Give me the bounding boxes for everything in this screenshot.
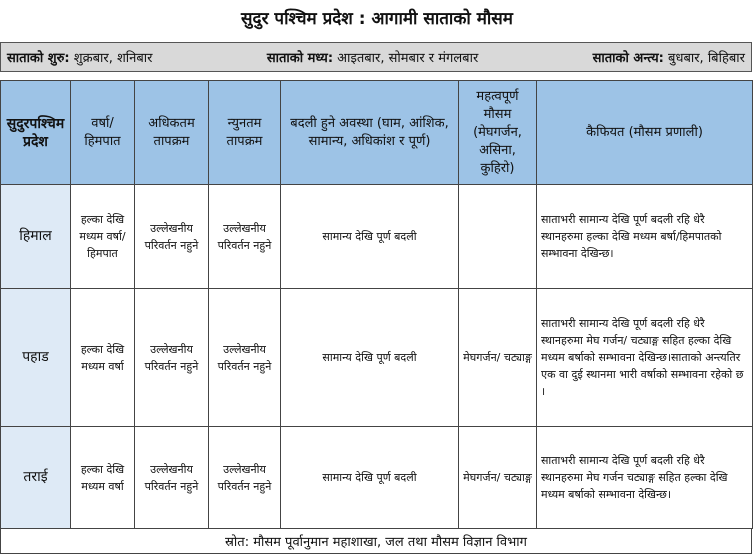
header-region: सुदुरपश्चिम प्रदेश <box>1 81 71 185</box>
week-end <box>593 48 745 66</box>
cell-max-temp: उल्लेखनीय परिवर्तन नहुने <box>135 289 209 427</box>
page-title: सुदुर पश्चिम प्रदेश : आगामी साताको मौसम <box>241 8 513 29</box>
source-note: स्रोत: मौसम पूर्वानुमान महाशाखा, जल तथा मौसम विज्ञान विभाग <box>0 528 752 554</box>
table-row <box>1 427 753 529</box>
table-row <box>1 185 753 289</box>
week-start-value: शुक्रबार, शनिबार <box>69 51 153 66</box>
header-sky: बदली हुने अवस्था (घाम, आंशिक, सामान्य, अधिकांश र पूर्ण) <box>281 81 459 185</box>
cell-min-temp: उल्लेखनीय परिवर्तन नहुने <box>209 289 281 427</box>
cell-remarks: साताभरी सामान्य देखि पूर्ण बदली रहि धेरै स्थानहरुमा मेघ गर्जन चट्याङ्ग सहित हल्का देखि मध्यम बर्षाको सम्भावना देखिन्छ। <box>537 427 753 529</box>
cell-min-temp: उल्लेखनीय परिवर्तन नहुने <box>209 427 281 529</box>
header-min-temp: न्युनतम तापक्रम <box>209 81 281 185</box>
cell-sky: सामान्य देखि पूर्ण बदली <box>281 289 459 427</box>
header-remarks: कैफियत (मौसम प्रणाली) <box>537 81 753 185</box>
week-end-label: साताको अन्त्य: <box>592 51 664 66</box>
week-mid-label: साताको मध्य: <box>266 51 334 66</box>
table-header-row <box>1 81 753 185</box>
week-end-value: बुधबार, बिहिबार <box>663 51 745 66</box>
cell-remarks: साताभरी सामान्य देखि पूर्ण बदली रहि धेरै स्थानहरुमा हल्का देखि मध्यम बर्षा/हिमपातको सम्भावना देखिन्छ। <box>537 185 753 289</box>
cell-sky: सामान्य देखि पूर्ण बदली <box>281 185 459 289</box>
header-precip: वर्षा/ हिमपात <box>71 81 135 185</box>
week-start <box>7 48 152 66</box>
cell-region: हिमाल <box>1 185 71 289</box>
cell-remarks: साताभरी सामान्य देखि पूर्ण बदली रहि धेरै स्थानहरुमा मेघ गर्जन/ चट्याङ्ग सहित हल्का देखि मध्यम बर्षाको सम्भावना देखिन्छ।साताको अन्त्यतिर एक वा दुई स्थानमा भारी वर्षाको सम्भावना रहेको छ । <box>537 289 753 427</box>
cell-precip: हल्का देखि मध्यम वर्षा/ हिमपात <box>71 185 135 289</box>
week-mid-value: आइतबार, सोमबार र मंगलबार <box>333 51 479 66</box>
cell-max-temp: उल्लेखनीय परिवर्तन नहुने <box>135 427 209 529</box>
week-mid <box>267 48 478 66</box>
cell-region: पहाड <box>1 289 71 427</box>
cell-sky: सामान्य देखि पूर्ण बदली <box>281 427 459 529</box>
week-start-label: साताको शुरु: <box>7 51 70 66</box>
cell-max-temp: उल्लेखनीय परिवर्तन नहुने <box>135 185 209 289</box>
cell-precip: हल्का देखि मध्यम वर्षा <box>71 427 135 529</box>
header-weather: महत्वपूर्ण मौसम (मेघगर्जन, असिना, कुहिरो) <box>459 81 537 185</box>
cell-weather <box>459 185 537 289</box>
table-row <box>1 289 753 427</box>
cell-weather: मेघगर्जन/ चट्याङ्ग <box>459 427 537 529</box>
cell-precip: हल्का देखि मध्यम वर्षा <box>71 289 135 427</box>
week-periods-bar <box>0 42 752 72</box>
forecast-table <box>0 80 753 529</box>
cell-region: तराई <box>1 427 71 529</box>
header-max-temp: अधिकतम तापक्रम <box>135 81 209 185</box>
cell-weather: मेघगर्जन/ चट्याङ्ग <box>459 289 537 427</box>
cell-min-temp: उल्लेखनीय परिवर्तन नहुने <box>209 185 281 289</box>
